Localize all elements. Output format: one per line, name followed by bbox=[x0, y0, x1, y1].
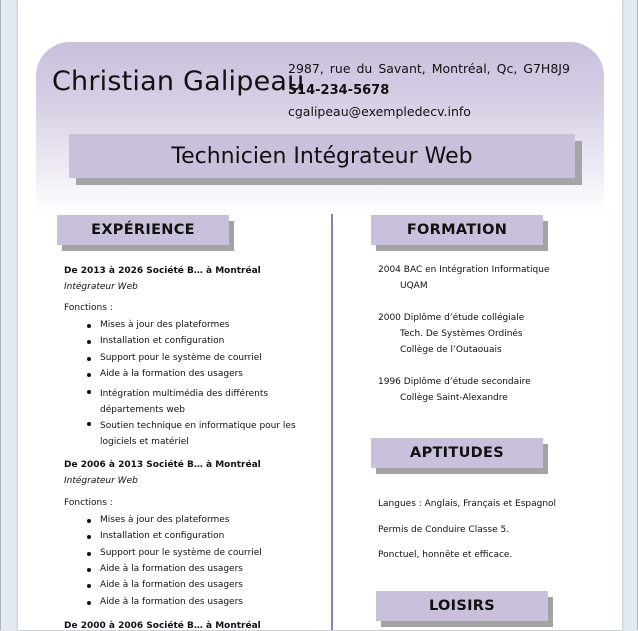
formation-entry-line: Collège de l’Outaouais bbox=[400, 345, 502, 355]
loisirs-heading-box bbox=[376, 591, 548, 621]
loisirs-heading: LOISIRS bbox=[429, 598, 495, 614]
formation-entry-line: UQAM bbox=[400, 281, 428, 291]
duty-item: Support pour le système de courriel bbox=[100, 353, 262, 363]
duty-item: Aide à la formation des usagers bbox=[100, 597, 243, 607]
functions-label: Fonctions : bbox=[64, 303, 113, 313]
aptitude-item: Ponctuel, honnête et efficace. bbox=[378, 550, 513, 560]
functions-label: Fonctions : bbox=[64, 498, 113, 508]
aptitudes-heading: APTITUDES bbox=[410, 445, 504, 461]
formation-heading: FORMATION bbox=[406, 222, 508, 238]
duty-item: Installation et configuration bbox=[100, 531, 225, 541]
contact-email: cgalipeau@exempledecv.info bbox=[288, 104, 471, 119]
bullet bbox=[87, 584, 91, 588]
resume-page bbox=[18, 0, 622, 630]
duty-item: Soutien technique en informatique pour les logiciels et matériel bbox=[100, 421, 296, 447]
candidate-name: Christian Galipeau bbox=[52, 66, 305, 97]
aptitude-item: Langues : Anglais, Français et Espagnol bbox=[378, 499, 557, 509]
bullet bbox=[87, 340, 91, 344]
aptitude-item: Permis de Conduire Classe 5. bbox=[378, 525, 510, 535]
duty-item: Support pour le système de courriel bbox=[100, 548, 262, 558]
bullet bbox=[87, 535, 91, 539]
duty-item: Mises à jour des plateformes bbox=[100, 515, 230, 525]
bullet bbox=[87, 519, 91, 523]
formation-entry-line: 2004 BAC en Intégration Informatique bbox=[378, 265, 550, 275]
formation-entry-line: 1996 Diplôme d’étude secondaire bbox=[378, 377, 531, 387]
job-title: Technicien Intégrateur Web bbox=[171, 143, 473, 169]
bullet bbox=[87, 601, 91, 605]
bullet bbox=[87, 357, 91, 361]
duty-item: Installation et configuration bbox=[100, 336, 225, 346]
bullet bbox=[87, 324, 91, 328]
duty-item: Intégration multimédia des différents départements web bbox=[100, 389, 269, 415]
duty-item: Aide à la formation des usagers bbox=[100, 369, 243, 379]
formation-entry-line: 2000 Diplôme d’étude collégiale bbox=[378, 313, 525, 323]
bullet bbox=[87, 422, 91, 426]
job-period: De 2000 à 2006 Société B… à Montréal bbox=[64, 621, 261, 631]
contact-address: 2987, rue du Savant, Montréal, Qc, G7H8J9 bbox=[288, 61, 570, 76]
duty-item: Mises à jour des plateformes bbox=[100, 320, 230, 330]
formation-heading-box bbox=[371, 215, 543, 245]
aptitudes-heading-box bbox=[371, 438, 543, 468]
contact-phone: 514-234-5678 bbox=[288, 83, 390, 98]
formation-entry-line: Tech. De Systèmes Ordinés bbox=[400, 329, 523, 339]
bullet bbox=[87, 373, 91, 377]
job-role: Intégrateur Web bbox=[64, 282, 138, 292]
formation-entry-line: Collège Saint-Alexandre bbox=[400, 393, 508, 403]
experience-heading: EXPÉRIENCE bbox=[91, 222, 195, 238]
job-period: De 2013 à 2026 Société B… à Montréal bbox=[64, 266, 261, 276]
bullet bbox=[87, 390, 91, 394]
job-title-banner bbox=[69, 134, 575, 178]
bullet bbox=[87, 552, 91, 556]
duty-item: Aide à la formation des usagers bbox=[100, 580, 243, 590]
job-role: Intégrateur Web bbox=[64, 476, 138, 486]
experience-heading-box bbox=[57, 215, 229, 245]
duty-item: Aide à la formation des usagers bbox=[100, 564, 243, 574]
bullet bbox=[87, 568, 91, 572]
column-divider bbox=[331, 214, 333, 630]
job-period: De 2006 à 2013 Société B… à Montréal bbox=[64, 460, 261, 470]
